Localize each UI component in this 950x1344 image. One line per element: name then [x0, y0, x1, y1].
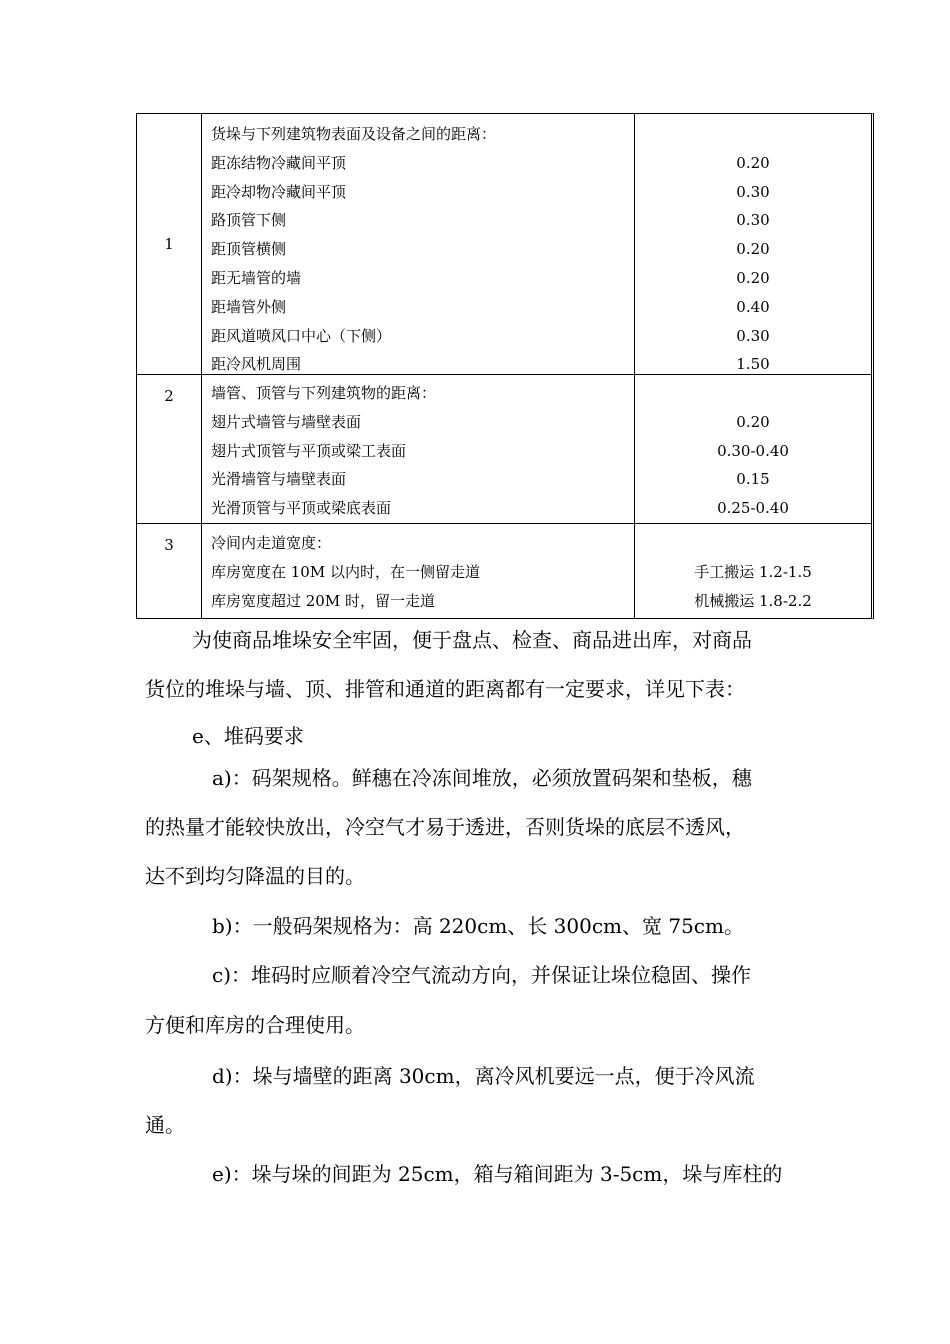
row-heading: 墙管、顶管与下列建筑物的距离：: [211, 384, 437, 402]
item-value: 0.40: [736, 297, 770, 316]
item-desc: 路顶管下侧: [211, 211, 287, 230]
distance-table: [136, 113, 874, 619]
item-value: 0.25-0.40: [717, 499, 789, 518]
item-value: 0.20: [736, 240, 770, 259]
item-value: 0.20: [736, 268, 770, 287]
item-desc: 翅片式顶管与平顶或梁工表面: [211, 441, 407, 460]
item-value: 0.15: [736, 470, 770, 489]
item-desc: 翅片式墙管与墙壁表面: [211, 412, 362, 431]
body-paragraph-line: a)：码架规格。鲜穗在冷冻间堆放，必须放置码架和垫板，穗: [212, 766, 752, 790]
item-desc: 库房宽度在 10M 以内时，在一侧留走道: [211, 562, 480, 581]
item-value: 0.20: [736, 153, 770, 172]
item-value: 0.30: [736, 326, 770, 345]
item-desc: 距冷却物冷藏间平顶: [211, 182, 347, 201]
body-paragraph-line: 通。: [145, 1113, 185, 1137]
row-description: [202, 375, 635, 523]
body-paragraph-line: c)：堆码时应顺着冷空气流动方向，并保证让垛位稳固、操作: [212, 963, 752, 987]
table-row: [137, 114, 871, 374]
item-desc: 距冷风机周围: [211, 355, 302, 374]
row-values: [635, 524, 871, 618]
section-heading: e、堆码要求: [192, 724, 304, 748]
item-desc: 库房宽度超过 20M 时，留一走道: [211, 591, 435, 610]
item-desc: 距墙管外侧: [211, 297, 287, 316]
item-value: 0.30: [736, 182, 770, 201]
row-description: [202, 524, 635, 618]
body-paragraph-line: b)：一般码架规格为：高 220cm、长 300cm、宽 75cm。: [212, 914, 744, 938]
row-number: 2: [137, 375, 202, 523]
table-row: [137, 374, 871, 523]
body-paragraph-line: e)：垛与垛的间距为 25cm，箱与箱间距为 3-5cm，垛与库柱的: [212, 1162, 783, 1186]
row-values: [635, 375, 871, 523]
item-desc: 距冻结物冷藏间平顶: [211, 153, 347, 172]
item-value: 0.30-0.40: [717, 441, 789, 460]
row-number: 1: [137, 114, 202, 374]
row-heading: 冷间内走道宽度：: [211, 534, 332, 552]
body-paragraph-line: 为使商品堆垛安全牢固，便于盘点、检查、商品进出库，对商品: [192, 628, 752, 652]
row-number: 3: [137, 524, 202, 618]
item-desc: 距无墙管的墙: [211, 268, 302, 287]
item-value: 机械搬运 1.8-2.2: [694, 591, 812, 610]
item-desc: 距风道喷风口中心（下侧）: [211, 326, 392, 345]
table-row: [137, 523, 871, 618]
item-value: 0.20: [736, 412, 770, 431]
item-value: 0.30: [736, 211, 770, 230]
item-desc: 光滑墙管与墙壁表面: [211, 470, 347, 489]
body-paragraph-line: 的热量才能较快放出，冷空气才易于透进，否则货垛的底层不透风，: [145, 815, 745, 839]
row-values: [635, 114, 871, 374]
body-paragraph-line: d)：垛与墙壁的距离 30cm，离冷风机要远一点，便于冷风流: [212, 1064, 755, 1088]
row-heading: 货垛与下列建筑物表面及设备之间的距离：: [211, 125, 497, 143]
body-paragraph-line: 达不到均匀降温的目的。: [145, 864, 365, 888]
item-value: 1.50: [736, 355, 770, 374]
row-description: [202, 114, 635, 374]
item-desc: 光滑顶管与平顶或梁底表面: [211, 499, 392, 518]
item-value: 手工搬运 1.2-1.5: [694, 562, 812, 581]
body-paragraph-line: 货位的堆垛与墙、顶、排管和通道的距离都有一定要求，详见下表：: [145, 677, 745, 701]
item-desc: 距顶管横侧: [211, 240, 287, 259]
body-paragraph-line: 方便和库房的合理使用。: [145, 1013, 365, 1037]
